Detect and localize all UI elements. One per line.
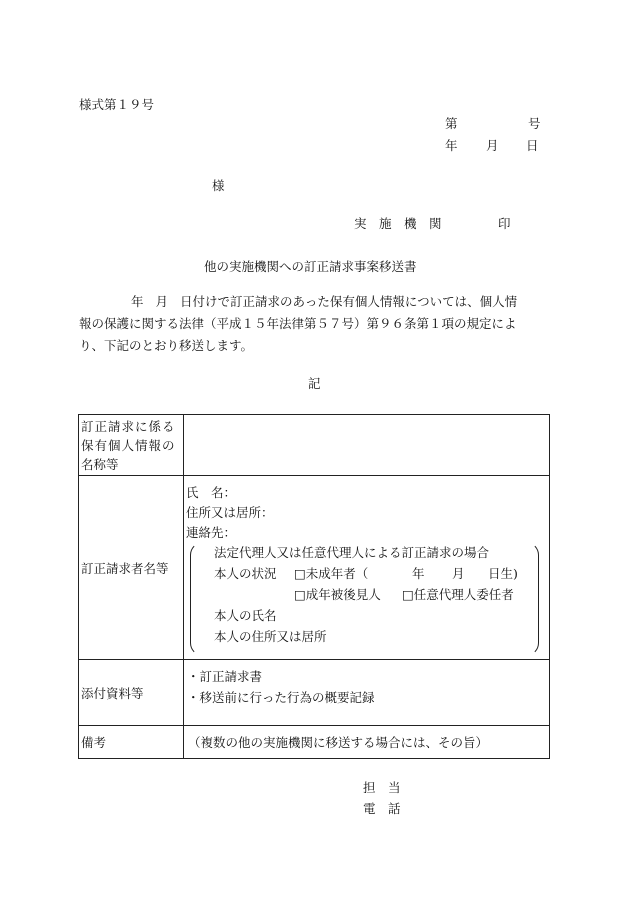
- bracket-right: [526, 542, 539, 656]
- requester-address-label: 住所又は居所：: [186, 505, 274, 520]
- person-name-label: 本人の氏名: [214, 608, 277, 623]
- addressee-suffix: 様: [212, 178, 225, 193]
- status-label: 本人の状況: [214, 566, 277, 581]
- label-remarks: 備考: [79, 726, 184, 759]
- transfer-table: [78, 414, 550, 759]
- body-paragraph: [79, 291, 551, 357]
- document-title: 他の実施機関への訂正請求事案移送書: [204, 259, 417, 274]
- agent-case-title: 法定代理人又は任意代理人による訂正請求の場合: [214, 545, 490, 560]
- checkbox-adult-ward[interactable]: □成年被後見人: [294, 587, 381, 602]
- issuer-name: 実 施 機 関: [354, 216, 442, 231]
- minor-birth-day: 日生): [488, 566, 518, 581]
- body-line-1-text: 日付けで訂正請求のあった保有個人情報については、個人情: [180, 294, 518, 309]
- label-info-name-line-2: 保有個人情報の: [81, 437, 176, 453]
- minor-birth-month: 月: [452, 566, 465, 581]
- table-row-attachments: [79, 660, 550, 726]
- requester-contact-label: 連絡先：: [186, 525, 237, 540]
- checkbox-minor[interactable]: □未成年者（: [294, 566, 369, 581]
- body-line-2: 報の保護に関する法律（平成１５年法律第５７号）第９６条第１項の規定によ: [79, 316, 517, 331]
- form-number: 様式第１９号: [79, 97, 155, 112]
- doc-number-suffix: 号: [528, 116, 541, 131]
- body-line-3: り、下記のとおり移送します。: [79, 338, 254, 353]
- date-day: 日: [526, 138, 539, 153]
- requester-name-label: 氏 名：: [186, 485, 237, 500]
- label-attachments: 添付資料等: [79, 660, 184, 726]
- label-info-name-line-1: 訂正請求に係る: [81, 418, 176, 434]
- label-info-name-line-3: 名称等: [81, 456, 119, 472]
- value-attachments: [184, 660, 550, 726]
- value-remarks: [184, 726, 550, 759]
- date-year: 年: [445, 138, 458, 153]
- table-row-remarks: [79, 726, 550, 759]
- value-requester: [184, 476, 550, 660]
- person-address-label: 本人の住所又は居所: [214, 629, 327, 644]
- remarks-note: （複数の他の実施機関に移送する場合には、その旨）: [188, 735, 489, 750]
- bracket-left: [190, 542, 203, 656]
- contact-person-label: 担 当: [363, 780, 401, 795]
- value-info-name: [184, 415, 550, 476]
- doc-number-prefix: 第: [445, 116, 458, 131]
- date-month: 月: [486, 138, 499, 153]
- body-date-year: 年: [131, 294, 144, 309]
- attachment-item-1: ・訂正請求書: [187, 669, 263, 684]
- label-requester: 訂正請求者名等: [79, 476, 184, 660]
- attachment-item-2: ・移送前に行った行為の概要記録: [187, 690, 375, 705]
- body-date-month: 月: [155, 294, 169, 309]
- body-line-1: [79, 291, 551, 313]
- minor-birth-year: 年: [412, 566, 425, 581]
- ki-heading: 記: [308, 376, 321, 391]
- label-info-name: [79, 415, 184, 476]
- phone-label: 電 話: [363, 801, 401, 816]
- seal-mark: 印: [498, 216, 511, 231]
- table-row-info-name: [79, 415, 550, 476]
- table-row-requester: [79, 476, 550, 660]
- checkbox-proxy-principal[interactable]: □任意代理人委任者: [402, 587, 514, 602]
